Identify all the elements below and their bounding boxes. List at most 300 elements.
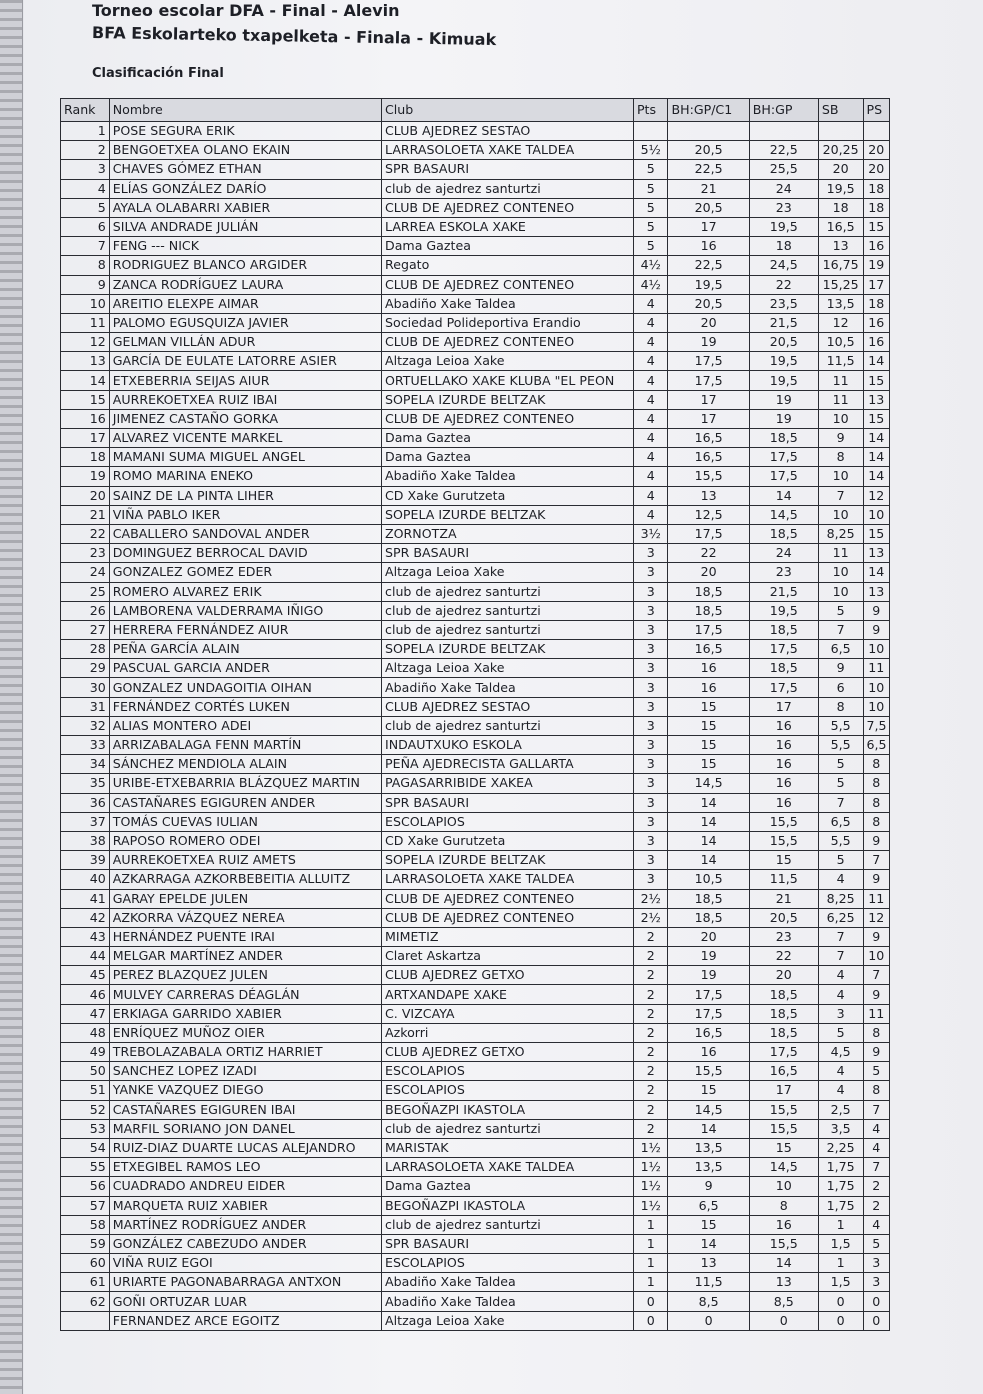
cell-bh-gp-c1: 19 [668,947,749,966]
cell-player-name: TREBOLAZABALA ORTIZ HARRIET [109,1043,381,1062]
col-header-ps: PS [863,99,889,122]
cell-bh-gp: 17 [749,697,818,716]
standings-table [60,98,890,1331]
cell-player-name: ALVAREZ VICENTE MARKEL [109,429,381,448]
cell-rank: 49 [61,1043,110,1062]
cell-club: C. VIZCAYA [382,1004,634,1023]
cell-bh-gp: 8,5 [749,1292,818,1311]
cell-ps: 10 [863,947,889,966]
cell-rank: 54 [61,1138,110,1157]
cell-ps: 5 [863,1062,889,1081]
cell-club: club de ajedrez santurtzi [382,620,634,639]
table-row [61,812,890,831]
cell-club: CLUB DE AJEDREZ CONTENEO [382,908,634,927]
cell-bh-gp: 16 [749,716,818,735]
cell-bh-gp: 22 [749,947,818,966]
standings-body [61,122,890,1331]
table-row [61,237,890,256]
cell-club: Altzaga Leioa Xake [382,563,634,582]
cell-ps: 7,5 [863,716,889,735]
cell-bh-gp: 24 [749,179,818,198]
cell-bh-gp-c1: 17,5 [668,985,749,1004]
table-row [61,448,890,467]
cell-points: 1 [633,1273,668,1292]
cell-player-name: MELGAR MARTÍNEZ ANDER [109,947,381,966]
cell-ps: 20 [863,141,889,160]
table-row [61,889,890,908]
table-row [61,275,890,294]
cell-player-name: GARAY EPELDE JULEN [109,889,381,908]
cell-bh-gp: 19,5 [749,217,818,236]
cell-sb: 5 [818,601,863,620]
cell-sb: 9 [818,659,863,678]
col-header-sb: SB [818,99,863,122]
cell-rank: 27 [61,620,110,639]
cell-club: Regato [382,256,634,275]
cell-sb: 16,75 [818,256,863,275]
cell-sb: 10 [818,582,863,601]
cell-rank: 40 [61,870,110,889]
cell-points: 4 [633,352,668,371]
cell-bh-gp-c1: 20,5 [668,198,749,217]
cell-points: 4 [633,486,668,505]
cell-sb: 4 [818,966,863,985]
cell-bh-gp: 17 [749,1081,818,1100]
cell-player-name: JIMENEZ CASTAÑO GORKA [109,409,381,428]
table-row [61,160,890,179]
cell-player-name: FERNÁNDEZ CORTÉS LUKEN [109,697,381,716]
cell-club: CLUB DE AJEDREZ CONTENEO [382,889,634,908]
table-row [61,1138,890,1157]
table-row [61,505,890,524]
cell-ps: 10 [863,505,889,524]
cell-player-name: DOMINGUEZ BERROCAL DAVID [109,544,381,563]
table-row [61,620,890,639]
cell-bh-gp-c1: 14,5 [668,1100,749,1119]
cell-bh-gp-c1: 20,5 [668,141,749,160]
cell-sb: 8,25 [818,524,863,543]
cell-club: BEGOÑAZPI IKASTOLA [382,1196,634,1215]
table-row [61,256,890,275]
cell-points: 3 [633,870,668,889]
cell-points: 1½ [633,1138,668,1157]
cell-sb: 7 [818,927,863,946]
cell-rank: 46 [61,985,110,1004]
cell-sb: 1 [818,1215,863,1234]
cell-bh-gp: 24,5 [749,256,818,275]
cell-club: Claret Askartza [382,947,634,966]
cell-points: 1 [633,1215,668,1234]
cell-club: PAGASARRIBIDE XAKEA [382,774,634,793]
cell-points: 2 [633,927,668,946]
cell-points: 2 [633,1043,668,1062]
cell-ps: 13 [863,390,889,409]
cell-bh-gp-c1: 14 [668,812,749,831]
cell-rank: 4 [61,179,110,198]
cell-sb: 13 [818,237,863,256]
cell-bh-gp-c1: 15 [668,755,749,774]
cell-points: 4½ [633,275,668,294]
cell-rank: 38 [61,831,110,850]
table-row [61,486,890,505]
cell-sb: 7 [818,486,863,505]
cell-rank: 3 [61,160,110,179]
cell-ps: 7 [863,1158,889,1177]
cell-points: 4 [633,294,668,313]
cell-ps: 16 [863,313,889,332]
cell-club: ZORNOTZA [382,524,634,543]
cell-ps: 9 [863,927,889,946]
cell-bh-gp: 17,5 [749,448,818,467]
table-row [61,1043,890,1062]
cell-points: 5 [633,217,668,236]
cell-player-name: ENRÍQUEZ MUÑOZ OIER [109,1023,381,1042]
cell-rank: 16 [61,409,110,428]
cell-points: 3 [633,812,668,831]
cell-rank: 21 [61,505,110,524]
cell-player-name: VIÑA PABLO IKER [109,505,381,524]
cell-rank: 9 [61,275,110,294]
cell-ps: 9 [863,985,889,1004]
cell-bh-gp-c1: 15,5 [668,467,749,486]
cell-points: 3 [633,544,668,563]
cell-bh-gp-c1: 16 [668,237,749,256]
cell-club: Dama Gaztea [382,448,634,467]
cell-ps: 5 [863,1234,889,1253]
cell-club: club de ajedrez santurtzi [382,179,634,198]
table-row [61,1292,890,1311]
table-row [61,774,890,793]
cell-player-name: CABALLERO SANDOVAL ANDER [109,524,381,543]
cell-bh-gp: 24 [749,544,818,563]
cell-points: 3 [633,601,668,620]
cell-rank: 18 [61,448,110,467]
cell-player-name: GOÑI ORTUZAR LUAR [109,1292,381,1311]
cell-bh-gp: 18,5 [749,620,818,639]
cell-bh-gp: 23 [749,927,818,946]
cell-rank: 44 [61,947,110,966]
cell-bh-gp: 20,5 [749,908,818,927]
cell-club: SPR BASAURI [382,544,634,563]
cell-bh-gp-c1: 20 [668,313,749,332]
cell-bh-gp-c1: 16,5 [668,429,749,448]
cell-rank: 35 [61,774,110,793]
cell-bh-gp-c1: 15 [668,697,749,716]
header-row [61,99,890,122]
cell-player-name: HERNÁNDEZ PUENTE IRAI [109,927,381,946]
cell-club: club de ajedrez santurtzi [382,601,634,620]
cell-sb: 8 [818,448,863,467]
cell-player-name: AURREKOETXEA RUIZ IBAI [109,390,381,409]
cell-bh-gp-c1: 15 [668,716,749,735]
cell-rank: 29 [61,659,110,678]
cell-club: club de ajedrez santurtzi [382,1119,634,1138]
cell-points: 4 [633,448,668,467]
cell-bh-gp: 17,5 [749,467,818,486]
table-row [61,198,890,217]
cell-rank: 43 [61,927,110,946]
cell-bh-gp-c1: 14 [668,851,749,870]
cell-sb: 6 [818,678,863,697]
cell-rank: 51 [61,1081,110,1100]
table-row [61,1100,890,1119]
cell-ps: 18 [863,294,889,313]
cell-ps: 10 [863,697,889,716]
title-line-eu: BFA Eskolarteko txapelketa - Finala - Kimuak [91,23,497,50]
cell-ps: 8 [863,1081,889,1100]
cell-club: LARRASOLOETA XAKE TALDEA [382,141,634,160]
cell-player-name: VIÑA RUIZ EGOI [109,1254,381,1273]
cell-points: 5½ [633,141,668,160]
cell-sb: 1,5 [818,1273,863,1292]
cell-sb: 7 [818,947,863,966]
cell-ps: 14 [863,563,889,582]
cell-bh-gp: 20,5 [749,333,818,352]
table-row [61,1311,890,1330]
table-row [61,1023,890,1042]
cell-points: 3 [633,736,668,755]
cell-bh-gp-c1: 18,5 [668,889,749,908]
cell-points: 5 [633,179,668,198]
cell-sb: 10 [818,467,863,486]
cell-bh-gp-c1: 13,5 [668,1138,749,1157]
cell-bh-gp-c1: 17 [668,390,749,409]
table-row [61,736,890,755]
cell-points: 1½ [633,1196,668,1215]
cell-rank: 6 [61,217,110,236]
cell-ps: 12 [863,486,889,505]
table-row [61,947,890,966]
table-row [61,1273,890,1292]
cell-bh-gp: 15 [749,1138,818,1157]
cell-rank: 45 [61,966,110,985]
cell-player-name: RUIZ-DIAZ DUARTE LUCAS ALEJANDRO [109,1138,381,1157]
cell-ps: 13 [863,544,889,563]
table-row [61,1196,890,1215]
cell-rank [61,1311,110,1330]
cell-bh-gp-c1: 18,5 [668,601,749,620]
cell-rank: 28 [61,640,110,659]
cell-rank: 14 [61,371,110,390]
cell-bh-gp: 19,5 [749,371,818,390]
cell-ps: 9 [863,601,889,620]
cell-ps: 8 [863,793,889,812]
cell-bh-gp-c1: 17,5 [668,524,749,543]
cell-points: 2 [633,1119,668,1138]
cell-club: ESCOLAPIOS [382,812,634,831]
cell-sb: 5,5 [818,736,863,755]
table-row [61,697,890,716]
cell-bh-gp-c1: 17 [668,217,749,236]
cell-player-name: LAMBORENA VALDERRAMA IÑIGO [109,601,381,620]
cell-points: 3 [633,755,668,774]
cell-club: CLUB DE AJEDREZ CONTENEO [382,275,634,294]
cell-player-name: MARFIL SORIANO JON DANEL [109,1119,381,1138]
table-row [61,179,890,198]
cell-player-name: AZKORRA VÁZQUEZ NEREA [109,908,381,927]
cell-points: 5 [633,198,668,217]
cell-bh-gp: 18,5 [749,1004,818,1023]
cell-club: CLUB DE AJEDREZ CONTENEO [382,409,634,428]
cell-club: Azkorri [382,1023,634,1042]
cell-bh-gp: 16 [749,774,818,793]
cell-bh-gp-c1: 9 [668,1177,749,1196]
table-row [61,294,890,313]
cell-points: 4 [633,467,668,486]
cell-bh-gp: 19 [749,409,818,428]
cell-player-name: PASCUAL GARCIA ANDER [109,659,381,678]
cell-bh-gp-c1: 20 [668,563,749,582]
cell-ps: 7 [863,966,889,985]
cell-bh-gp: 21,5 [749,582,818,601]
cell-club: SPR BASAURI [382,793,634,812]
cell-club: ESCOLAPIOS [382,1254,634,1273]
cell-player-name: FERNANDEZ ARCE EGOITZ [109,1311,381,1330]
cell-rank: 22 [61,524,110,543]
cell-club: CD Xake Gurutzeta [382,831,634,850]
cell-club: LARRASOLOETA XAKE TALDEA [382,1158,634,1177]
cell-bh-gp: 16 [749,1215,818,1234]
cell-player-name: CUADRADO ANDREU EIDER [109,1177,381,1196]
cell-player-name: AREITIO ELEXPE AIMAR [109,294,381,313]
cell-ps: 13 [863,582,889,601]
cell-ps: 19 [863,256,889,275]
cell-player-name: GELMAN VILLÁN ADUR [109,333,381,352]
cell-ps: 6,5 [863,736,889,755]
cell-bh-gp: 16 [749,793,818,812]
cell-rank: 36 [61,793,110,812]
cell-points: 4 [633,333,668,352]
cell-ps: 9 [863,620,889,639]
binder-edge [0,0,23,1394]
cell-club: Abadiño Xake Taldea [382,1292,634,1311]
cell-player-name: MULVEY CARRERAS DÉAGLÁN [109,985,381,1004]
cell-ps: 3 [863,1254,889,1273]
cell-club: Dama Gaztea [382,237,634,256]
cell-points: 3 [633,831,668,850]
cell-points: 0 [633,1292,668,1311]
cell-rank: 55 [61,1158,110,1177]
cell-ps: 14 [863,429,889,448]
table-row [61,352,890,371]
cell-bh-gp: 21,5 [749,313,818,332]
cell-ps: 14 [863,467,889,486]
cell-player-name: MARTÍNEZ RODRÍGUEZ ANDER [109,1215,381,1234]
cell-points: 1½ [633,1158,668,1177]
cell-ps: 12 [863,908,889,927]
cell-points: 3½ [633,524,668,543]
cell-player-name: ETXEGIBEL RAMOS LEO [109,1158,381,1177]
cell-rank: 57 [61,1196,110,1215]
cell-sb: 5,5 [818,831,863,850]
cell-club: Altzaga Leioa Xake [382,352,634,371]
table-row [61,755,890,774]
cell-club: CLUB AJEDREZ SESTAO [382,122,634,141]
cell-bh-gp-c1: 15 [668,1215,749,1234]
cell-points: 2½ [633,908,668,927]
cell-sb: 9 [818,429,863,448]
cell-club: Abadiño Xake Taldea [382,467,634,486]
cell-bh-gp-c1: 22,5 [668,160,749,179]
cell-sb: 11,5 [818,352,863,371]
cell-points [633,122,668,141]
cell-sb: 4 [818,1062,863,1081]
cell-club: SOPELA IZURDE BELTZAK [382,851,634,870]
cell-sb: 1 [818,1254,863,1273]
cell-ps: 11 [863,1004,889,1023]
cell-player-name: ROMERO ALVAREZ ERIK [109,582,381,601]
cell-player-name: SANCHEZ LOPEZ IZADI [109,1062,381,1081]
cell-sb: 4 [818,985,863,1004]
cell-points: 2 [633,1081,668,1100]
cell-bh-gp: 17,5 [749,640,818,659]
cell-player-name: RAPOSO ROMERO ODEI [109,831,381,850]
cell-bh-gp: 22 [749,275,818,294]
cell-ps: 7 [863,1100,889,1119]
cell-sb: 1,75 [818,1158,863,1177]
cell-sb: 0 [818,1292,863,1311]
cell-bh-gp-c1: 19 [668,333,749,352]
cell-sb: 10 [818,563,863,582]
cell-ps: 17 [863,275,889,294]
table-row [61,851,890,870]
cell-player-name: FENG --- NICK [109,237,381,256]
title-line-es: Torneo escolar DFA - Final - Alevin [92,1,400,20]
cell-club: club de ajedrez santurtzi [382,1215,634,1234]
col-header-bh-gp-c1: BH:GP/C1 [668,99,749,122]
table-row [61,1004,890,1023]
cell-ps: 10 [863,678,889,697]
cell-player-name: ALIAS MONTERO ADEI [109,716,381,735]
cell-player-name: PALOMO EGUSQUIZA JAVIER [109,313,381,332]
table-row [61,333,890,352]
cell-bh-gp: 15,5 [749,1119,818,1138]
cell-club: LARREA ESKOLA XAKE [382,217,634,236]
table-row [61,122,890,141]
cell-club: ARTXANDAPE XAKE [382,985,634,1004]
cell-player-name: GONZALEZ GOMEZ EDER [109,563,381,582]
cell-player-name: ZANCA RODRÍGUEZ LAURA [109,275,381,294]
cell-player-name: SÁNCHEZ MENDIOLA ALAIN [109,755,381,774]
cell-rank: 10 [61,294,110,313]
cell-player-name: PEÑA GARCÍA ALAIN [109,640,381,659]
table-row [61,313,890,332]
cell-bh-gp-c1: 17 [668,409,749,428]
cell-ps: 3 [863,1273,889,1292]
col-header-name: Nombre [109,99,381,122]
cell-rank: 8 [61,256,110,275]
cell-points: 2 [633,1004,668,1023]
cell-sb: 5,5 [818,716,863,735]
cell-points: 3 [633,582,668,601]
cell-club: CLUB AJEDREZ SESTAO [382,697,634,716]
cell-rank: 32 [61,716,110,735]
cell-bh-gp: 21 [749,889,818,908]
table-row [61,659,890,678]
cell-bh-gp-c1: 12,5 [668,505,749,524]
cell-ps: 2 [863,1177,889,1196]
cell-player-name: MAMANI SUMA MIGUEL ANGEL [109,448,381,467]
cell-points: 3 [633,697,668,716]
cell-club: SPR BASAURI [382,1234,634,1253]
cell-bh-gp-c1: 15 [668,736,749,755]
cell-bh-gp: 25,5 [749,160,818,179]
cell-bh-gp-c1: 16,5 [668,640,749,659]
cell-sb: 4 [818,870,863,889]
cell-rank: 62 [61,1292,110,1311]
cell-ps: 14 [863,352,889,371]
cell-points: 1 [633,1254,668,1273]
